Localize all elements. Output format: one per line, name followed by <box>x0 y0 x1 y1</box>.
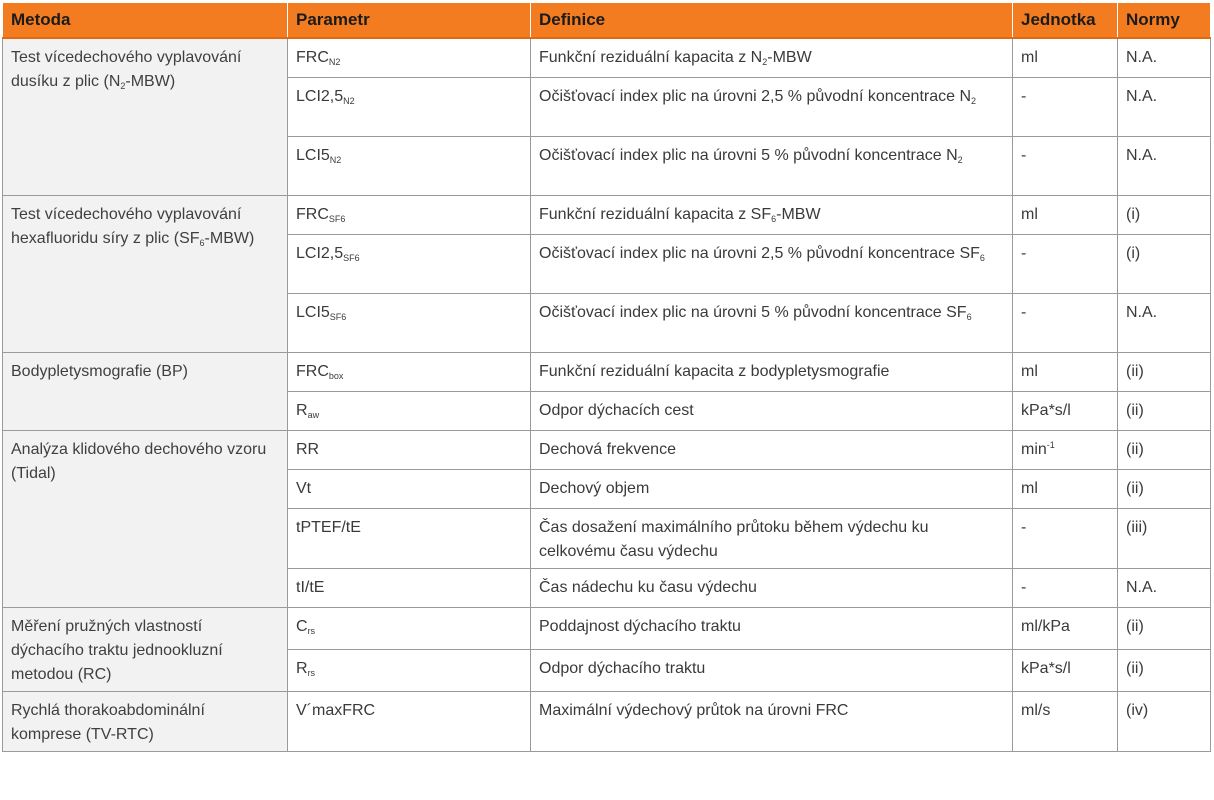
normy-cell <box>1118 509 1211 569</box>
normy-cell <box>1118 650 1211 692</box>
jednotka-text: - <box>1021 147 1027 164</box>
jednotka-text: ml <box>1021 49 1038 66</box>
table-row <box>3 608 1211 650</box>
definice-subscript: 2 <box>971 96 977 106</box>
normy-text: N.A. <box>1126 304 1158 321</box>
normy-cell <box>1118 294 1211 353</box>
definice-text: Dechová frekvence <box>539 441 676 458</box>
normy-text: (iv) <box>1126 702 1149 719</box>
definice-text-suffix: -MBW <box>776 206 821 223</box>
definice-text: Maximální výdechový průtok na úrovni FRC <box>539 702 849 719</box>
metoda-cell <box>3 353 288 431</box>
normy-text: (ii) <box>1126 363 1144 380</box>
normy-cell <box>1118 692 1211 752</box>
parametr-text: V´maxFRC <box>296 702 376 719</box>
parametr-text: LCI5 <box>296 304 330 321</box>
normy-cell <box>1118 78 1211 137</box>
metoda-text: Analýza klidového dechového vzoru (Tidal) <box>11 441 267 482</box>
parametr-subscript: SF6 <box>329 312 347 322</box>
definice-text: Čas nádechu ku času výdechu <box>539 579 757 596</box>
parametr-text: LCI2,5 <box>296 88 344 105</box>
definice-cell <box>531 650 1013 692</box>
parameters-table <box>2 2 1211 752</box>
definice-cell <box>531 392 1013 431</box>
parametr-text: FRC <box>296 206 329 223</box>
definice-cell <box>531 353 1013 392</box>
metoda-text-suffix: -MBW) <box>125 73 176 90</box>
jednotka-cell <box>1013 650 1118 692</box>
metoda-text: Měření pružných vlastností dýchacího traktu jednookluzní metodou (RC) <box>11 618 223 683</box>
table-row <box>3 196 1211 235</box>
metoda-text: Rychlá thorakoabdominální komprese (TV-RTC) <box>11 702 205 743</box>
parametr-subscript: N2 <box>328 57 341 67</box>
definice-cell <box>531 569 1013 608</box>
parametr-subscript: box <box>328 371 344 381</box>
jednotka-cell <box>1013 294 1118 353</box>
normy-text: N.A. <box>1126 88 1158 105</box>
parametr-cell <box>288 470 531 509</box>
jednotka-text: ml/kPa <box>1021 618 1070 635</box>
parametr-cell <box>288 78 531 137</box>
jednotka-text: ml <box>1021 480 1038 497</box>
parametr-cell <box>288 137 531 196</box>
parametr-cell <box>288 608 531 650</box>
parametr-text: FRC <box>296 363 329 380</box>
metoda-subscript: 6 <box>199 238 205 248</box>
normy-text: (ii) <box>1126 618 1144 635</box>
parametr-text: R <box>296 402 308 419</box>
parametr-cell <box>288 509 531 569</box>
metoda-text: Bodypletysmografie (BP) <box>11 363 188 380</box>
definice-cell <box>531 78 1013 137</box>
parametr-subscript: SF6 <box>328 214 346 224</box>
jednotka-superscript: -1 <box>1046 440 1055 450</box>
table-row <box>3 692 1211 752</box>
definice-subscript: 6 <box>771 214 777 224</box>
definice-text: Odpor dýchacího traktu <box>539 660 706 677</box>
jednotka-cell <box>1013 509 1118 569</box>
definice-text-suffix: -MBW <box>767 49 812 66</box>
parametr-text: C <box>296 618 308 635</box>
parametr-text: tPTEF/tE <box>296 519 361 536</box>
definice-text: Odpor dýchacích cest <box>539 402 694 419</box>
definice-subscript: 2 <box>762 57 768 67</box>
jednotka-text: - <box>1021 304 1027 321</box>
parametr-subscript: aw <box>307 410 320 420</box>
parametr-cell <box>288 294 531 353</box>
jednotka-text: - <box>1021 579 1027 596</box>
normy-text: (iii) <box>1126 519 1148 536</box>
normy-cell <box>1118 392 1211 431</box>
definice-text: Očišťovací index plic na úrovni 5 % původní koncentrace N <box>539 147 958 164</box>
jednotka-cell <box>1013 569 1118 608</box>
normy-text: (ii) <box>1126 480 1144 497</box>
header-row <box>3 3 1211 39</box>
metoda-subscript: 2 <box>120 81 126 91</box>
table-row <box>3 353 1211 392</box>
header-normy: Normy <box>1118 3 1211 39</box>
parametr-cell <box>288 392 531 431</box>
definice-text: Funkční reziduální kapacita z SF <box>539 206 772 223</box>
normy-cell <box>1118 235 1211 294</box>
header-definice: Definice <box>531 3 1013 39</box>
jednotka-cell <box>1013 137 1118 196</box>
jednotka-cell <box>1013 431 1118 470</box>
header-parametr: Parametr <box>288 3 531 39</box>
definice-cell <box>531 608 1013 650</box>
normy-cell <box>1118 608 1211 650</box>
parametr-text: R <box>296 660 308 677</box>
normy-text: (ii) <box>1126 402 1144 419</box>
parametr-cell <box>288 353 531 392</box>
definice-cell <box>531 38 1013 78</box>
parametr-cell <box>288 196 531 235</box>
metoda-cell <box>3 38 288 196</box>
definice-text: Dechový objem <box>539 480 650 497</box>
table-row <box>3 431 1211 470</box>
definice-subscript: 6 <box>979 253 985 263</box>
parametr-text: tI/tE <box>296 579 325 596</box>
jednotka-text: - <box>1021 88 1027 105</box>
normy-text: N.A. <box>1126 579 1158 596</box>
normy-cell <box>1118 470 1211 509</box>
parametr-cell <box>288 38 531 78</box>
definice-text: Funkční reziduální kapacita z N <box>539 49 763 66</box>
normy-text: (ii) <box>1126 441 1144 458</box>
definice-text: Očišťovací index plic na úrovni 2,5 % původní koncentrace N <box>539 88 972 105</box>
normy-cell <box>1118 353 1211 392</box>
normy-text: (i) <box>1126 206 1141 223</box>
parametr-text: FRC <box>296 49 329 66</box>
definice-cell <box>531 509 1013 569</box>
metoda-cell <box>3 431 288 608</box>
parametr-subscript: rs <box>307 626 316 636</box>
jednotka-cell <box>1013 392 1118 431</box>
jednotka-cell <box>1013 470 1118 509</box>
jednotka-cell <box>1013 38 1118 78</box>
metoda-text: Test vícedechového vyplavování hexafluoridu síry z plic (SF <box>11 206 242 247</box>
parametr-text: LCI5 <box>296 147 330 164</box>
definice-subscript: 6 <box>966 312 972 322</box>
table-body <box>3 38 1211 752</box>
normy-cell <box>1118 569 1211 608</box>
parametr-text: RR <box>296 441 320 458</box>
metoda-cell <box>3 692 288 752</box>
parametr-subscript: N2 <box>343 96 355 106</box>
definice-text: Očišťovací index plic na úrovni 2,5 % původní koncentrace SF <box>539 245 980 262</box>
parametr-cell <box>288 569 531 608</box>
parametr-subscript: SF6 <box>343 253 360 263</box>
header-metoda: Metoda <box>3 3 288 39</box>
normy-cell <box>1118 196 1211 235</box>
jednotka-cell <box>1013 196 1118 235</box>
definice-text: Čas dosažení maximálního průtoku během výdechu ku celkovému času výdechu <box>539 519 929 560</box>
definice-text: Poddajnost dýchacího traktu <box>539 618 741 635</box>
metoda-text: Test vícedechového vyplavování dusíku z plic (N <box>11 49 242 90</box>
parametr-subscript: N2 <box>329 155 342 165</box>
definice-cell <box>531 196 1013 235</box>
jednotka-text: ml <box>1021 363 1038 380</box>
definice-cell <box>531 431 1013 470</box>
metoda-cell <box>3 608 288 692</box>
jednotka-text: - <box>1021 245 1027 262</box>
parametr-cell <box>288 235 531 294</box>
jednotka-text: min <box>1021 441 1047 458</box>
jednotka-cell <box>1013 692 1118 752</box>
jednotka-text: ml/s <box>1021 702 1051 719</box>
definice-cell <box>531 294 1013 353</box>
jednotka-text: ml <box>1021 206 1038 223</box>
normy-text: (ii) <box>1126 660 1144 677</box>
definice-text: Funkční reziduální kapacita z bodypletysmografie <box>539 363 890 380</box>
jednotka-cell <box>1013 608 1118 650</box>
normy-text: N.A. <box>1126 147 1158 164</box>
definice-text: Očišťovací index plic na úrovni 5 % původní koncentrace SF <box>539 304 967 321</box>
parametr-cell <box>288 650 531 692</box>
jednotka-text: kPa*s/l <box>1021 660 1071 677</box>
definice-cell <box>531 235 1013 294</box>
jednotka-text: kPa*s/l <box>1021 402 1071 419</box>
parametr-cell <box>288 692 531 752</box>
header-jednotka: Jednotka <box>1013 3 1118 39</box>
metoda-text-suffix: -MBW) <box>204 230 255 247</box>
parametr-text: LCI2,5 <box>296 245 344 262</box>
definice-cell <box>531 692 1013 752</box>
jednotka-cell <box>1013 78 1118 137</box>
jednotka-cell <box>1013 353 1118 392</box>
definice-cell <box>531 470 1013 509</box>
normy-text: (i) <box>1126 245 1141 262</box>
normy-cell <box>1118 431 1211 470</box>
table-row <box>3 38 1211 78</box>
normy-cell <box>1118 137 1211 196</box>
parametr-text: Vt <box>296 480 312 497</box>
definice-subscript: 2 <box>957 155 963 165</box>
parametr-cell <box>288 431 531 470</box>
normy-text: N.A. <box>1126 49 1158 66</box>
jednotka-cell <box>1013 235 1118 294</box>
parametr-subscript: rs <box>307 668 316 678</box>
definice-cell <box>531 137 1013 196</box>
normy-cell <box>1118 38 1211 78</box>
table-container <box>2 2 1210 796</box>
metoda-cell <box>3 196 288 353</box>
jednotka-text: - <box>1021 519 1027 536</box>
